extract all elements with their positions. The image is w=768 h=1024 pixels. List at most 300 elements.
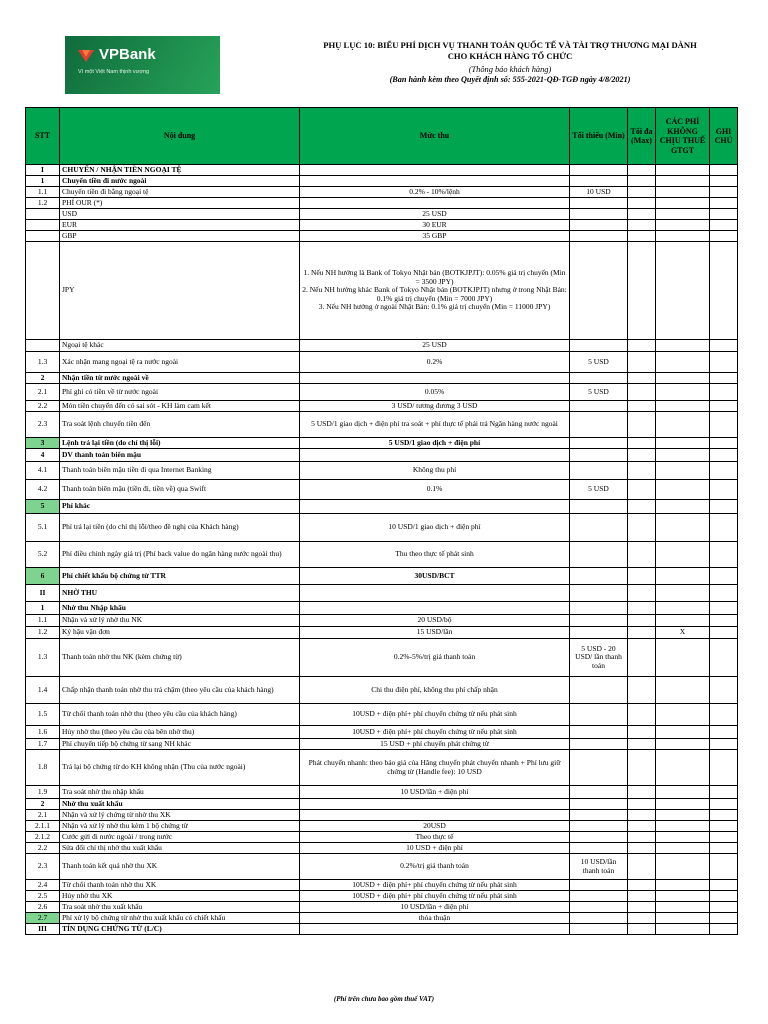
table-row (26, 615, 738, 627)
cell-stt: 5.1 (26, 514, 60, 542)
cell-stt: III (26, 924, 60, 935)
cell-min (570, 913, 628, 924)
cell-vat (656, 384, 710, 401)
table-row (26, 924, 738, 935)
cell-min (570, 799, 628, 810)
cell-content: TÍN DỤNG CHỨNG TỪ (L/C) (60, 924, 300, 935)
cell-min: 10 USD (570, 187, 628, 198)
cell-stt: 2.1.1 (26, 821, 60, 832)
cell-vat (656, 542, 710, 568)
cell-vat (656, 602, 710, 615)
cell-vat (656, 786, 710, 799)
cell-min (570, 462, 628, 480)
cell-min: 5 USD (570, 384, 628, 401)
cell-stt: 2.2 (26, 843, 60, 854)
table-row (26, 602, 738, 615)
cell-max (628, 891, 656, 902)
cell-vat (656, 373, 710, 384)
cell-vat (656, 176, 710, 187)
cell-min (570, 209, 628, 220)
table-row (26, 627, 738, 639)
cell-stt: 1.7 (26, 739, 60, 750)
cell-note (710, 602, 738, 615)
cell-vat (656, 677, 710, 704)
cell-min (570, 726, 628, 739)
cell-stt: 1 (26, 176, 60, 187)
table-row (26, 480, 738, 500)
cell-min (570, 340, 628, 352)
cell-note (710, 514, 738, 542)
cell-stt: 1.4 (26, 677, 60, 704)
cell-vat (656, 880, 710, 891)
cell-note (710, 854, 738, 880)
cell-max (628, 843, 656, 854)
cell-content: Nhận và xử lý nhờ thu NK (60, 615, 300, 627)
cell-content: Chuyển tiền đi nước ngoài (60, 176, 300, 187)
cell-max (628, 231, 656, 242)
cell-stt: 2.7 (26, 913, 60, 924)
cell-max (628, 704, 656, 726)
cell-content: Sửa đổi chỉ thị nhờ thu xuất khẩu (60, 843, 300, 854)
cell-content: Nhận và xử lý nhờ thu kèm 1 bộ chứng từ (60, 821, 300, 832)
cell-note (710, 891, 738, 902)
cell-vat (656, 615, 710, 627)
table-row (26, 384, 738, 401)
table-row (26, 568, 738, 585)
cell-stt: 2.3 (26, 854, 60, 880)
table-row (26, 220, 738, 231)
cell-fee (300, 198, 570, 209)
cell-stt (26, 220, 60, 231)
table-row (26, 891, 738, 902)
cell-fee: Chi thu điện phí, không thu phí chấp nhận (300, 677, 570, 704)
cell-note (710, 340, 738, 352)
cell-min (570, 500, 628, 514)
cell-min (570, 165, 628, 176)
vpbank-logo-icon (77, 48, 95, 64)
cell-vat (656, 231, 710, 242)
cell-content: Nhận và xử lý chứng từ nhờ thu XK (60, 810, 300, 821)
cell-min (570, 449, 628, 462)
cell-content: NHỜ THU (60, 585, 300, 602)
table-row (26, 514, 738, 542)
cell-fee: 10USD + điện phí+ phí chuyển chứng từ nếu phát sinh (300, 880, 570, 891)
cell-stt: 3 (26, 438, 60, 449)
cell-max (628, 854, 656, 880)
cell-content: Xác nhận mang ngoại tệ ra nước ngoài (60, 352, 300, 373)
cell-fee (300, 373, 570, 384)
cell-max (628, 352, 656, 373)
cell-note (710, 231, 738, 242)
table-row (26, 231, 738, 242)
table-row (26, 412, 738, 438)
cell-max (628, 198, 656, 209)
cell-note (710, 568, 738, 585)
cell-stt: 2.3 (26, 412, 60, 438)
cell-note (710, 401, 738, 412)
cell-content: Nhờ thu Nhập khẩu (60, 602, 300, 615)
cell-fee: 0.05% (300, 384, 570, 401)
cell-min (570, 401, 628, 412)
table-row (26, 843, 738, 854)
cell-min (570, 821, 628, 832)
cell-note (710, 726, 738, 739)
cell-max (628, 585, 656, 602)
cell-max (628, 832, 656, 843)
table-row (26, 542, 738, 568)
table-row (26, 198, 738, 209)
cell-stt: 2.1 (26, 810, 60, 821)
cell-min (570, 880, 628, 891)
cell-max (628, 209, 656, 220)
cell-vat (656, 750, 710, 786)
cell-max (628, 384, 656, 401)
cell-note (710, 352, 738, 373)
cell-fee (300, 585, 570, 602)
cell-fee (300, 165, 570, 176)
table-row (26, 810, 738, 821)
cell-fee: 20 USD/bộ (300, 615, 570, 627)
cell-content: DV thanh toán biên mậu (60, 449, 300, 462)
column-header-stt: STT (26, 108, 60, 165)
cell-stt (26, 209, 60, 220)
table-row (26, 176, 738, 187)
cell-max (628, 568, 656, 585)
cell-note (710, 750, 738, 786)
cell-vat (656, 220, 710, 231)
cell-content: JPY (60, 242, 300, 340)
cell-min (570, 832, 628, 843)
cell-note (710, 880, 738, 891)
footer-note: (Phí trên chưa bao gồm thuế VAT) (333, 995, 435, 1003)
cell-fee (300, 799, 570, 810)
cell-fee: 25 USD (300, 340, 570, 352)
table-row (26, 449, 738, 462)
cell-vat (656, 843, 710, 854)
cell-vat (656, 514, 710, 542)
cell-stt (26, 340, 60, 352)
table-row (26, 209, 738, 220)
cell-min (570, 627, 628, 639)
cell-stt: I (26, 165, 60, 176)
table-row (26, 750, 738, 786)
cell-note (710, 500, 738, 514)
cell-note (710, 832, 738, 843)
cell-stt: 5.2 (26, 542, 60, 568)
cell-max (628, 401, 656, 412)
cell-vat: X (656, 627, 710, 639)
cell-fee (300, 500, 570, 514)
cell-fee: 1. Nếu NH hưởng là Bank of Tokyo Nhật bản (BOTKJPJT): 0.05% giá trị chuyển (Min = 3500 JPY) 2. Nếu NH hưởng khác Bank of Tokyo Nhật bản (BOTKJPJT) nhưng ở trong Nhật Bản: 0.1% giá trị chuyển (Min = 7000 JPY) 3. Nếu NH hưởng ở ngoài Nhật Bản: 0.1% giá trị chuyển (Min = 11000 JPY) (300, 242, 570, 340)
cell-max (628, 514, 656, 542)
cell-fee: 10 USD/1 giao dịch + điện phí (300, 514, 570, 542)
cell-max (628, 786, 656, 799)
cell-note (710, 438, 738, 449)
cell-max (628, 412, 656, 438)
cell-max (628, 187, 656, 198)
cell-min (570, 677, 628, 704)
column-header-fee: Mức thu (300, 108, 570, 165)
cell-content: Nhờ thu xuất khẩu (60, 799, 300, 810)
cell-content: Nhận tiền từ nước ngoài về (60, 373, 300, 384)
cell-content: Thanh toán nhờ thu NK (kèm chứng từ) (60, 639, 300, 677)
cell-stt: 2.1.2 (26, 832, 60, 843)
cell-vat (656, 165, 710, 176)
table-row (26, 902, 738, 913)
table-row (26, 786, 738, 799)
column-header-min: Tối thiểu (Min) (570, 108, 628, 165)
cell-vat (656, 821, 710, 832)
cell-max (628, 924, 656, 935)
cell-note (710, 924, 738, 935)
cell-min (570, 891, 628, 902)
cell-stt: 1.3 (26, 352, 60, 373)
table-row (26, 799, 738, 810)
table-row (26, 913, 738, 924)
cell-min: 10 USD/lần thanh toán (570, 854, 628, 880)
cell-stt: 1.6 (26, 726, 60, 739)
cell-min (570, 231, 628, 242)
cell-content: Hủy nhờ thu XK (60, 891, 300, 902)
table-row (26, 165, 738, 176)
cell-note (710, 704, 738, 726)
table-row (26, 438, 738, 449)
cell-vat (656, 500, 710, 514)
cell-stt: 1.1 (26, 187, 60, 198)
table-row (26, 739, 738, 750)
cell-content: Ký hậu vận đơn (60, 627, 300, 639)
cell-min (570, 786, 628, 799)
cell-vat (656, 198, 710, 209)
cell-content: Thanh toán biên mậu tiền đi qua Internet Banking (60, 462, 300, 480)
cell-vat (656, 585, 710, 602)
cell-note (710, 843, 738, 854)
cell-max (628, 449, 656, 462)
cell-min (570, 198, 628, 209)
cell-note (710, 799, 738, 810)
cell-fee: Không thu phí (300, 462, 570, 480)
cell-vat (656, 401, 710, 412)
cell-max (628, 373, 656, 384)
cell-fee: 10USD + điện phí+ phí chuyển chứng từ nếu phát sinh (300, 891, 570, 902)
cell-content: Lệnh trả lại tiền (do chỉ thị lỗi) (60, 438, 300, 449)
cell-content: Phí điều chỉnh ngày giá trị (Phí back value do ngân hàng nước ngoài thu) (60, 542, 300, 568)
table-row (26, 832, 738, 843)
cell-max (628, 176, 656, 187)
cell-max (628, 726, 656, 739)
cell-min (570, 438, 628, 449)
cell-max (628, 750, 656, 786)
table-row (26, 242, 738, 340)
cell-max (628, 799, 656, 810)
cell-note (710, 220, 738, 231)
cell-content: Phí ghi có tiền về từ nước ngoài (60, 384, 300, 401)
cell-vat (656, 480, 710, 500)
cell-max (628, 480, 656, 500)
table-row (26, 352, 738, 373)
cell-fee: 0.2% - 10%/lệnh (300, 187, 570, 198)
cell-max (628, 500, 656, 514)
cell-max (628, 902, 656, 913)
cell-vat (656, 902, 710, 913)
table-row (26, 726, 738, 739)
cell-vat (656, 854, 710, 880)
cell-min (570, 615, 628, 627)
cell-fee (300, 602, 570, 615)
cell-stt: 1.2 (26, 198, 60, 209)
cell-vat (656, 242, 710, 340)
cell-content: Hủy nhờ thu (theo yêu cầu của bên nhờ thu) (60, 726, 300, 739)
cell-stt: 2.1 (26, 384, 60, 401)
table-row (26, 462, 738, 480)
cell-content: Phí chuyển tiếp bộ chứng từ sang NH khác (60, 739, 300, 750)
cell-note (710, 913, 738, 924)
cell-stt: 2.2 (26, 401, 60, 412)
cell-max (628, 627, 656, 639)
cell-fee: 15 USD + phí chuyển phát chứng từ (300, 739, 570, 750)
cell-max (628, 438, 656, 449)
table-row (26, 821, 738, 832)
cell-min (570, 542, 628, 568)
cell-vat (656, 568, 710, 585)
cell-min: 5 USD (570, 480, 628, 500)
cell-note (710, 627, 738, 639)
cell-content: Món tiền chuyển đến có sai sót - KH làm cam kết (60, 401, 300, 412)
cell-vat (656, 412, 710, 438)
cell-fee (300, 176, 570, 187)
cell-fee: Theo thực tế (300, 832, 570, 843)
cell-fee: 0.2%/trị giá thanh toán (300, 854, 570, 880)
cell-note (710, 242, 738, 340)
cell-vat (656, 891, 710, 902)
table-row (26, 639, 738, 677)
cell-min (570, 739, 628, 750)
cell-max (628, 639, 656, 677)
cell-fee: 15 USD/lần (300, 627, 570, 639)
cell-fee: 20USD (300, 821, 570, 832)
cell-vat (656, 352, 710, 373)
cell-content: Trả lại bộ chứng từ do KH không nhận (Thu của nước ngoài) (60, 750, 300, 786)
cell-vat (656, 913, 710, 924)
cell-note (710, 209, 738, 220)
cell-content: EUR (60, 220, 300, 231)
cell-fee: 0.2% (300, 352, 570, 373)
cell-content: Phí xử lý bộ chứng từ nhờ thu xuất khẩu có chiết khấu (60, 913, 300, 924)
cell-vat (656, 739, 710, 750)
cell-content: Tra soát nhờ thu nhập khẩu (60, 786, 300, 799)
cell-stt: 1.8 (26, 750, 60, 786)
cell-stt: 4 (26, 449, 60, 462)
cell-fee: 30USD/BCT (300, 568, 570, 585)
cell-note (710, 786, 738, 799)
table-row (26, 704, 738, 726)
table-row (26, 880, 738, 891)
cell-fee: 10 USD/lần + điện phí (300, 786, 570, 799)
cell-fee (300, 810, 570, 821)
cell-min (570, 242, 628, 340)
cell-fee: 30 EUR (300, 220, 570, 231)
cell-content: Tra soát lệnh chuyển tiền đến (60, 412, 300, 438)
cell-vat (656, 438, 710, 449)
cell-stt: 1.2 (26, 627, 60, 639)
cell-note (710, 480, 738, 500)
column-header-max: Tối đa (Max) (628, 108, 656, 165)
cell-note (710, 739, 738, 750)
cell-stt: 1.9 (26, 786, 60, 799)
cell-stt: 2 (26, 799, 60, 810)
fee-table-body (26, 165, 738, 935)
cell-note (710, 639, 738, 677)
cell-fee: thỏa thuận (300, 913, 570, 924)
cell-content: Chấp nhận thanh toán nhờ thu trả chậm (theo yêu cầu của khách hàng) (60, 677, 300, 704)
cell-min (570, 585, 628, 602)
cell-max (628, 462, 656, 480)
logo-tagline: Vì một Việt Nam thịnh vượng (78, 69, 150, 75)
cell-vat (656, 639, 710, 677)
cell-fee: 10USD + điện phí+ phí chuyển chứng từ nếu phát sinh (300, 704, 570, 726)
cell-note (710, 615, 738, 627)
title-line-1: PHỤ LỤC 10: BIỂU PHÍ DỊCH VỤ THANH TOÁN QUỐC TẾ VÀ TÀI TRỢ THƯƠNG MẠI DÀNH (323, 40, 697, 50)
cell-max (628, 821, 656, 832)
cell-note (710, 449, 738, 462)
cell-note (710, 176, 738, 187)
cell-max (628, 165, 656, 176)
cell-fee: 10USD + điện phí+ phí chuyển chứng từ nếu phát sinh (300, 726, 570, 739)
cell-note (710, 412, 738, 438)
cell-content: Cước gửi đi nước ngoài / trong nước (60, 832, 300, 843)
cell-stt: II (26, 585, 60, 602)
cell-vat (656, 209, 710, 220)
cell-max (628, 340, 656, 352)
cell-min (570, 704, 628, 726)
cell-min (570, 810, 628, 821)
cell-content: Từ chối thanh toán nhờ thu (theo yêu cầu của khách hàng) (60, 704, 300, 726)
cell-vat (656, 726, 710, 739)
cell-content: Ngoại tệ khác (60, 340, 300, 352)
fee-table (25, 107, 738, 935)
cell-content: Tra soát nhờ thu xuất khẩu (60, 902, 300, 913)
cell-min: 5 USD - 20 USD/ lần thanh toán (570, 639, 628, 677)
cell-stt (26, 242, 60, 340)
cell-vat (656, 449, 710, 462)
cell-content: GBP (60, 231, 300, 242)
cell-min (570, 843, 628, 854)
cell-fee: 25 USD (300, 209, 570, 220)
cell-note (710, 821, 738, 832)
cell-stt: 1 (26, 602, 60, 615)
document-header (300, 40, 720, 85)
cell-min (570, 902, 628, 913)
cell-min (570, 602, 628, 615)
table-row (26, 340, 738, 352)
cell-content: Phí trả lại tiền (do chỉ thị lỗi/theo đề nghị của Khách hàng) (60, 514, 300, 542)
cell-max (628, 220, 656, 231)
cell-content: PHÍ OUR (*) (60, 198, 300, 209)
cell-max (628, 739, 656, 750)
cell-note (710, 677, 738, 704)
table-row (26, 677, 738, 704)
table-header-row (26, 108, 738, 165)
cell-vat (656, 810, 710, 821)
cell-vat (656, 799, 710, 810)
cell-min (570, 514, 628, 542)
table-row (26, 585, 738, 602)
cell-max (628, 810, 656, 821)
cell-fee: Phát chuyển nhanh: theo báo giá của Hãng chuyển phát chuyển nhanh + Phí lưu giữ chứng từ (Handle fee): 10 USD (300, 750, 570, 786)
column-header-note: GHI CHÚ (710, 108, 738, 165)
cell-vat (656, 187, 710, 198)
table-row (26, 187, 738, 198)
